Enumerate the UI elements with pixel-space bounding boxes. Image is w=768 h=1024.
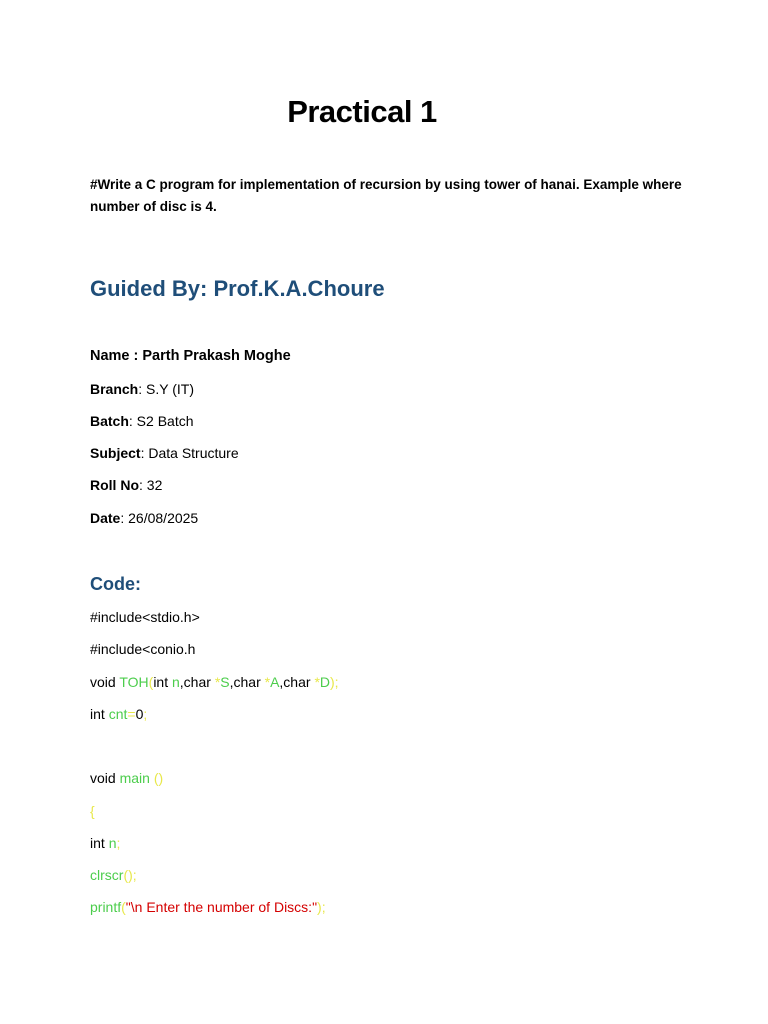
code-heading: Code: — [90, 574, 141, 594]
code-token: printf — [90, 899, 122, 915]
code-token: ; — [116, 835, 121, 851]
code-token: 0 — [135, 706, 144, 722]
code-token: void — [90, 674, 120, 690]
code-token: int — [90, 706, 109, 722]
code-token: n — [108, 835, 117, 851]
date-value: : 26/08/2025 — [120, 510, 199, 526]
code-token: ; — [143, 706, 148, 722]
code-token: * — [314, 674, 320, 690]
code-token: clrscr — [90, 867, 124, 883]
code-token: ,char — [279, 674, 315, 690]
code-token: (); — [123, 867, 137, 883]
code-token: A — [270, 674, 280, 690]
page-title: Practical 1 — [287, 94, 437, 129]
code-token: ( — [148, 674, 154, 690]
code-token: () — [153, 770, 164, 786]
code-line-8 — [90, 867, 137, 883]
code-line-5 — [90, 770, 163, 786]
code-token: S — [220, 674, 230, 690]
code-token: n — [172, 674, 180, 690]
code-token: int — [153, 674, 172, 690]
code-token: void — [90, 770, 120, 786]
code-token: ,char — [229, 674, 265, 690]
guided-by-heading: Guided By: Prof.K.A.Choure — [90, 276, 385, 301]
batch-row — [90, 413, 194, 429]
code-token: int — [90, 835, 109, 851]
subject-value: : Data Structure — [140, 445, 239, 461]
batch-label: Batch — [90, 413, 129, 429]
branch-label: Branch — [90, 381, 139, 397]
code-line-9 — [90, 899, 326, 915]
subject-row — [90, 445, 239, 461]
code-line-3 — [90, 674, 339, 690]
code-token: ( — [121, 899, 126, 915]
branch-value: : S.Y (IT) — [138, 381, 194, 397]
code-line-2: #include<conio.h — [90, 641, 196, 657]
aim-statement: #Write a C program for implementation of recursion by using tower of hanai. Example where number of disc is 4. — [90, 177, 682, 214]
code-token: ); — [330, 674, 339, 690]
code-line-7 — [90, 835, 120, 851]
code-token: = — [127, 706, 136, 722]
code-token: ); — [317, 899, 326, 915]
roll-no-value: : 32 — [139, 477, 163, 493]
code-token: TOH — [119, 674, 149, 690]
code-line-4 — [90, 706, 147, 722]
code-line-1: #include<stdio.h> — [90, 609, 200, 625]
code-token: * — [264, 674, 271, 690]
batch-value: : S2 Batch — [128, 413, 194, 429]
date-label: Date — [90, 510, 121, 526]
branch-row — [90, 381, 194, 397]
roll-no-label: Roll No — [90, 477, 139, 493]
code-line-6: { — [90, 803, 95, 819]
student-name: Name : Parth Prakash Moghe — [90, 348, 291, 364]
subject-label: Subject — [90, 445, 141, 461]
code-token: main — [119, 770, 154, 786]
code-token: * — [214, 674, 221, 690]
code-token: cnt — [108, 706, 128, 722]
code-token: D — [319, 674, 331, 690]
roll-no-row — [90, 477, 162, 493]
code-token: ,char — [179, 674, 215, 690]
date-row — [90, 510, 198, 526]
code-token: "\n Enter the number of Discs:" — [125, 899, 318, 915]
